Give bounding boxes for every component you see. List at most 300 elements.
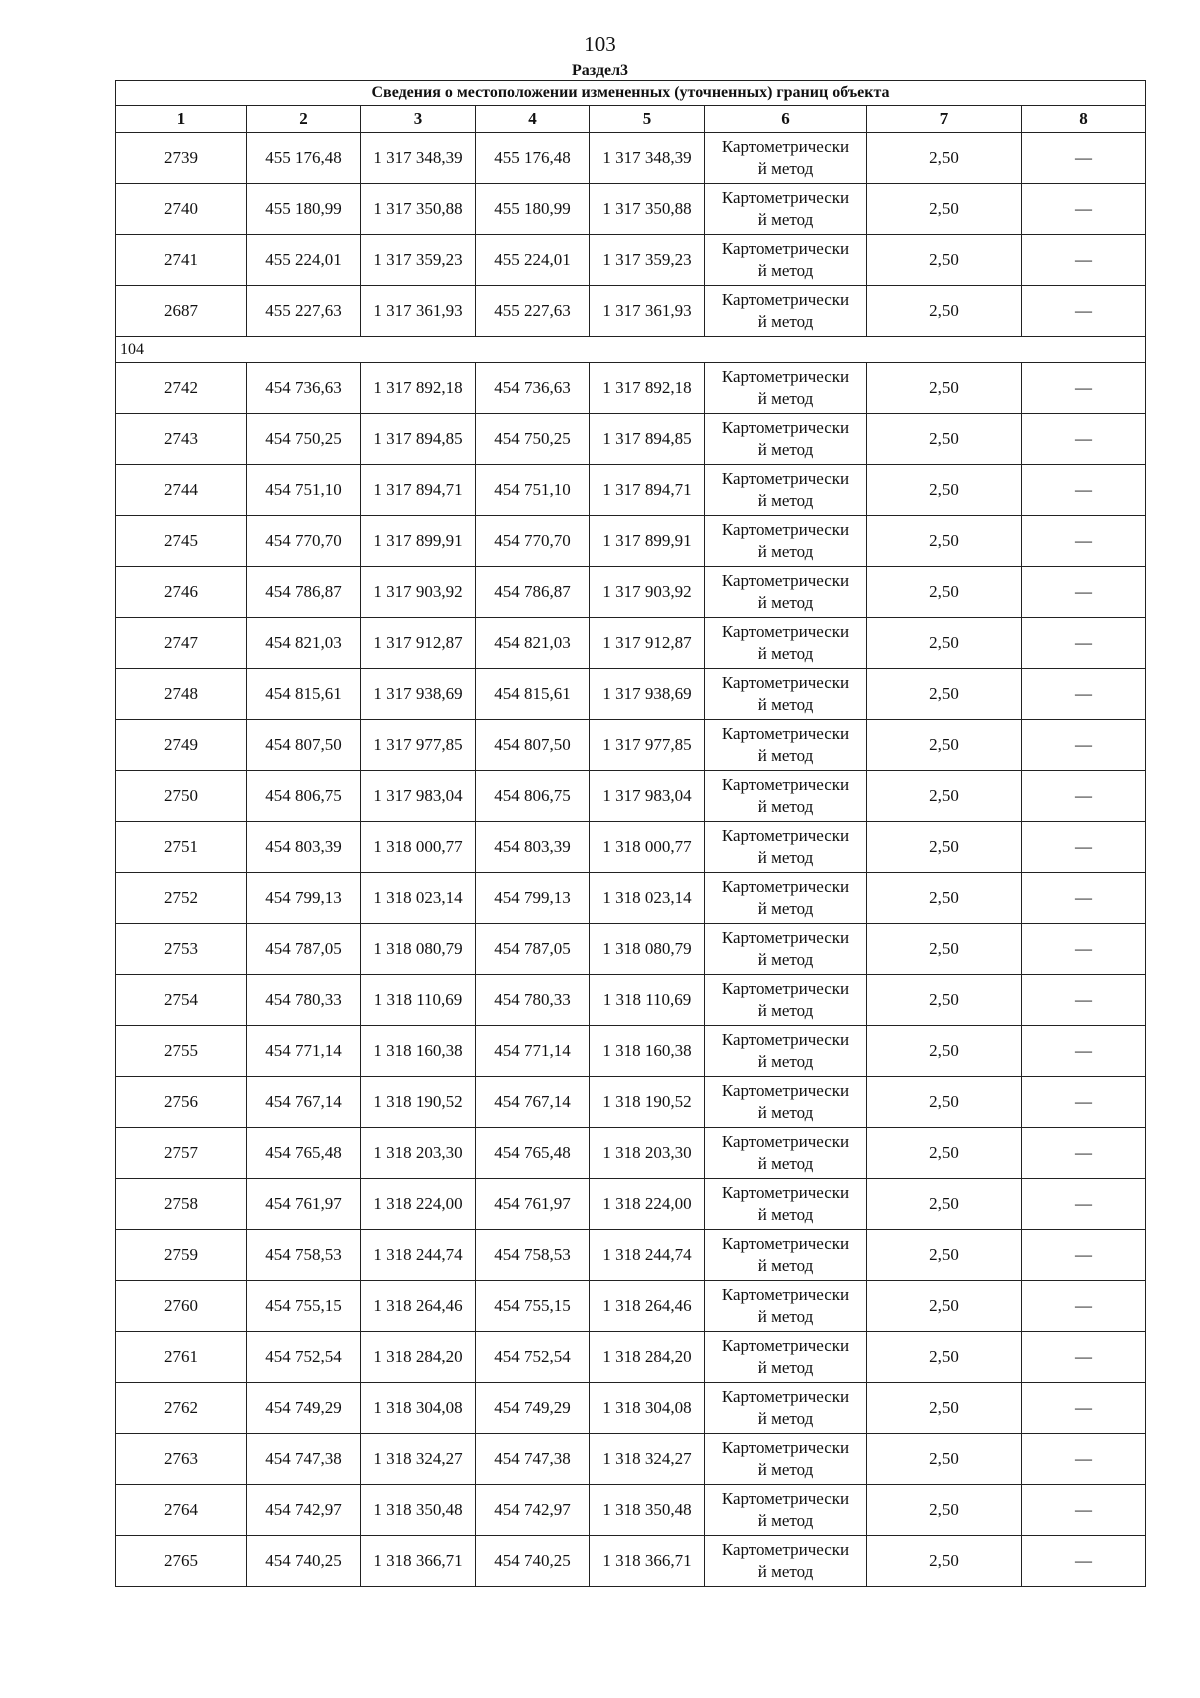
method-cell xyxy=(705,873,867,924)
method-line: Картометрически xyxy=(721,137,850,156)
y-new-cell: 1 317 892,18 xyxy=(590,363,705,414)
boundary-coordinates-table xyxy=(115,80,1146,1587)
table-row xyxy=(116,286,1146,337)
dash-cell: — xyxy=(1022,720,1146,771)
accuracy-cell: 2,50 xyxy=(867,873,1022,924)
method-line: Картометрически xyxy=(721,928,850,947)
method-cell xyxy=(705,133,867,184)
point-number-cell: 2754 xyxy=(116,975,247,1026)
y-old-cell: 1 317 359,23 xyxy=(361,235,476,286)
x-new-cell: 454 740,25 xyxy=(476,1536,590,1587)
x-old-cell: 454 803,39 xyxy=(247,822,361,873)
x-old-cell: 454 740,25 xyxy=(247,1536,361,1587)
y-new-cell: 1 318 203,30 xyxy=(590,1128,705,1179)
y-new-cell: 1 317 359,23 xyxy=(590,235,705,286)
method-line: Картометрически xyxy=(721,775,850,794)
method-cell xyxy=(705,618,867,669)
y-old-cell: 1 318 080,79 xyxy=(361,924,476,975)
method-line: й метод xyxy=(757,312,814,331)
dash-cell: — xyxy=(1022,1077,1146,1128)
y-old-cell: 1 317 892,18 xyxy=(361,363,476,414)
x-old-cell: 455 224,01 xyxy=(247,235,361,286)
y-old-cell: 1 318 110,69 xyxy=(361,975,476,1026)
method-line: Картометрически xyxy=(721,1081,850,1100)
method-line: Картометрически xyxy=(721,418,850,437)
y-old-cell: 1 317 899,91 xyxy=(361,516,476,567)
point-number-cell: 2755 xyxy=(116,1026,247,1077)
point-number-cell: 2761 xyxy=(116,1332,247,1383)
y-new-cell: 1 318 110,69 xyxy=(590,975,705,1026)
method-cell xyxy=(705,235,867,286)
table-caption-row xyxy=(116,81,1146,106)
y-old-cell: 1 317 894,71 xyxy=(361,465,476,516)
x-old-cell: 455 180,99 xyxy=(247,184,361,235)
y-old-cell: 1 318 264,46 xyxy=(361,1281,476,1332)
x-old-cell: 454 755,15 xyxy=(247,1281,361,1332)
dash-cell: — xyxy=(1022,414,1146,465)
accuracy-cell: 2,50 xyxy=(867,286,1022,337)
x-old-cell: 454 806,75 xyxy=(247,771,361,822)
accuracy-cell: 2,50 xyxy=(867,516,1022,567)
y-old-cell: 1 317 903,92 xyxy=(361,567,476,618)
dash-cell: — xyxy=(1022,771,1146,822)
y-new-cell: 1 317 912,87 xyxy=(590,618,705,669)
accuracy-cell: 2,50 xyxy=(867,414,1022,465)
page-number: 103 xyxy=(584,32,616,56)
accuracy-cell: 2,50 xyxy=(867,1077,1022,1128)
table-row xyxy=(116,924,1146,975)
method-line: Картометрически xyxy=(721,1336,850,1355)
x-old-cell: 454 736,63 xyxy=(247,363,361,414)
method-cell xyxy=(705,924,867,975)
column-number: 3 xyxy=(361,106,476,133)
dash-cell: — xyxy=(1022,235,1146,286)
method-line: й метод xyxy=(757,1409,814,1428)
table-row xyxy=(116,465,1146,516)
method-line: Картометрически xyxy=(721,1183,850,1202)
dash-cell: — xyxy=(1022,1128,1146,1179)
column-number: 1 xyxy=(116,106,247,133)
x-old-cell: 455 227,63 xyxy=(247,286,361,337)
column-number: 8 xyxy=(1022,106,1146,133)
dash-cell: — xyxy=(1022,567,1146,618)
y-old-cell: 1 318 324,27 xyxy=(361,1434,476,1485)
y-new-cell: 1 318 324,27 xyxy=(590,1434,705,1485)
accuracy-cell: 2,50 xyxy=(867,1026,1022,1077)
point-number-cell: 2750 xyxy=(116,771,247,822)
method-line: й метод xyxy=(757,389,814,408)
dash-cell: — xyxy=(1022,1179,1146,1230)
y-old-cell: 1 317 348,39 xyxy=(361,133,476,184)
y-new-cell: 1 318 023,14 xyxy=(590,873,705,924)
method-line: й метод xyxy=(757,159,814,178)
accuracy-cell: 2,50 xyxy=(867,184,1022,235)
method-line: й метод xyxy=(757,1001,814,1020)
method-line: й метод xyxy=(757,440,814,459)
dash-cell: — xyxy=(1022,669,1146,720)
table-row xyxy=(116,822,1146,873)
method-cell xyxy=(705,1179,867,1230)
x-new-cell: 455 227,63 xyxy=(476,286,590,337)
dash-cell: — xyxy=(1022,924,1146,975)
y-old-cell: 1 317 894,85 xyxy=(361,414,476,465)
accuracy-cell: 2,50 xyxy=(867,1536,1022,1587)
x-old-cell: 454 821,03 xyxy=(247,618,361,669)
x-old-cell: 454 780,33 xyxy=(247,975,361,1026)
dash-cell: — xyxy=(1022,1485,1146,1536)
method-line: Картометрически xyxy=(721,979,850,998)
accuracy-cell: 2,50 xyxy=(867,235,1022,286)
y-new-cell: 1 317 977,85 xyxy=(590,720,705,771)
point-number-cell: 2763 xyxy=(116,1434,247,1485)
point-number-cell: 2748 xyxy=(116,669,247,720)
x-new-cell: 454 815,61 xyxy=(476,669,590,720)
point-number-cell: 2759 xyxy=(116,1230,247,1281)
method-line: й метод xyxy=(757,1307,814,1326)
method-cell xyxy=(705,1026,867,1077)
x-old-cell: 454 786,87 xyxy=(247,567,361,618)
accuracy-cell: 2,50 xyxy=(867,720,1022,771)
method-cell xyxy=(705,465,867,516)
point-number-cell: 2746 xyxy=(116,567,247,618)
table-caption: Сведения о местоположении измененных (уточненных) границ объекта xyxy=(116,81,1146,106)
point-number-cell: 2762 xyxy=(116,1383,247,1434)
method-line: Картометрически xyxy=(721,520,850,539)
point-number-cell: 2743 xyxy=(116,414,247,465)
dash-cell: — xyxy=(1022,184,1146,235)
table-row xyxy=(116,133,1146,184)
table-row xyxy=(116,184,1146,235)
accuracy-cell: 2,50 xyxy=(867,1434,1022,1485)
x-new-cell: 454 770,70 xyxy=(476,516,590,567)
table-row xyxy=(116,516,1146,567)
y-old-cell: 1 317 912,87 xyxy=(361,618,476,669)
column-number: 7 xyxy=(867,106,1022,133)
method-line: Картометрически xyxy=(721,673,850,692)
y-old-cell: 1 317 938,69 xyxy=(361,669,476,720)
y-new-cell: 1 317 903,92 xyxy=(590,567,705,618)
table-body xyxy=(116,81,1146,1587)
method-line: й метод xyxy=(757,695,814,714)
x-new-cell: 454 786,87 xyxy=(476,567,590,618)
x-old-cell: 454 767,14 xyxy=(247,1077,361,1128)
method-cell xyxy=(705,184,867,235)
point-number-cell: 2744 xyxy=(116,465,247,516)
y-old-cell: 1 318 244,74 xyxy=(361,1230,476,1281)
method-line: Картометрически xyxy=(721,290,850,309)
method-line: й метод xyxy=(757,746,814,765)
method-line: Картометрически xyxy=(721,469,850,488)
method-line: Картометрически xyxy=(721,571,850,590)
method-line: Картометрически xyxy=(721,1540,850,1559)
method-line: Картометрически xyxy=(721,826,850,845)
column-number: 6 xyxy=(705,106,867,133)
x-new-cell: 454 755,15 xyxy=(476,1281,590,1332)
accuracy-cell: 2,50 xyxy=(867,465,1022,516)
y-new-cell: 1 317 938,69 xyxy=(590,669,705,720)
accuracy-cell: 2,50 xyxy=(867,1332,1022,1383)
accuracy-cell: 2,50 xyxy=(867,975,1022,1026)
accuracy-cell: 2,50 xyxy=(867,822,1022,873)
method-cell xyxy=(705,567,867,618)
table-row xyxy=(116,414,1146,465)
dash-cell: — xyxy=(1022,133,1146,184)
method-line: й метод xyxy=(757,593,814,612)
dash-cell: — xyxy=(1022,975,1146,1026)
method-line: й метод xyxy=(757,848,814,867)
page-break-row xyxy=(116,337,1146,363)
dash-cell: — xyxy=(1022,1332,1146,1383)
method-line: й метод xyxy=(757,1562,814,1581)
dash-cell: — xyxy=(1022,618,1146,669)
table-row xyxy=(116,720,1146,771)
y-old-cell: 1 318 160,38 xyxy=(361,1026,476,1077)
y-old-cell: 1 318 203,30 xyxy=(361,1128,476,1179)
point-number-cell: 2756 xyxy=(116,1077,247,1128)
accuracy-cell: 2,50 xyxy=(867,363,1022,414)
x-new-cell: 454 758,53 xyxy=(476,1230,590,1281)
method-cell xyxy=(705,1077,867,1128)
x-old-cell: 454 750,25 xyxy=(247,414,361,465)
y-old-cell: 1 317 350,88 xyxy=(361,184,476,235)
dash-cell: — xyxy=(1022,286,1146,337)
point-number-cell: 2741 xyxy=(116,235,247,286)
point-number-cell: 2739 xyxy=(116,133,247,184)
point-number-cell: 2757 xyxy=(116,1128,247,1179)
x-new-cell: 454 750,25 xyxy=(476,414,590,465)
method-line: Картометрически xyxy=(721,1387,850,1406)
method-line: й метод xyxy=(757,1052,814,1071)
y-old-cell: 1 318 366,71 xyxy=(361,1536,476,1587)
method-line: Картометрически xyxy=(721,1438,850,1457)
y-old-cell: 1 317 361,93 xyxy=(361,286,476,337)
method-line: Картометрически xyxy=(721,622,850,641)
dash-cell: — xyxy=(1022,465,1146,516)
table-row xyxy=(116,975,1146,1026)
table-row xyxy=(116,1281,1146,1332)
point-number-cell: 2745 xyxy=(116,516,247,567)
table-row xyxy=(116,1077,1146,1128)
method-line: Картометрически xyxy=(721,1489,850,1508)
method-line: й метод xyxy=(757,797,814,816)
method-cell xyxy=(705,1536,867,1587)
method-line: й метод xyxy=(757,644,814,663)
method-line: й метод xyxy=(757,1154,814,1173)
y-new-cell: 1 317 350,88 xyxy=(590,184,705,235)
y-new-cell: 1 318 160,38 xyxy=(590,1026,705,1077)
table-row xyxy=(116,1179,1146,1230)
method-cell xyxy=(705,1434,867,1485)
accuracy-cell: 2,50 xyxy=(867,1230,1022,1281)
y-old-cell: 1 318 304,08 xyxy=(361,1383,476,1434)
method-line: й метод xyxy=(757,1103,814,1122)
y-new-cell: 1 317 348,39 xyxy=(590,133,705,184)
method-cell xyxy=(705,771,867,822)
accuracy-cell: 2,50 xyxy=(867,1179,1022,1230)
y-new-cell: 1 318 350,48 xyxy=(590,1485,705,1536)
x-new-cell: 454 799,13 xyxy=(476,873,590,924)
x-old-cell: 454 771,14 xyxy=(247,1026,361,1077)
y-new-cell: 1 318 000,77 xyxy=(590,822,705,873)
x-new-cell: 455 180,99 xyxy=(476,184,590,235)
x-new-cell: 454 761,97 xyxy=(476,1179,590,1230)
method-line: й метод xyxy=(757,1460,814,1479)
x-old-cell: 454 749,29 xyxy=(247,1383,361,1434)
table-row xyxy=(116,1332,1146,1383)
x-new-cell: 454 736,63 xyxy=(476,363,590,414)
x-new-cell: 455 176,48 xyxy=(476,133,590,184)
x-old-cell: 454 751,10 xyxy=(247,465,361,516)
y-new-cell: 1 317 894,71 xyxy=(590,465,705,516)
table-row xyxy=(116,1026,1146,1077)
method-cell xyxy=(705,286,867,337)
method-cell xyxy=(705,516,867,567)
x-new-cell: 454 771,14 xyxy=(476,1026,590,1077)
method-cell xyxy=(705,1332,867,1383)
accuracy-cell: 2,50 xyxy=(867,771,1022,822)
method-cell xyxy=(705,822,867,873)
accuracy-cell: 2,50 xyxy=(867,567,1022,618)
dash-cell: — xyxy=(1022,873,1146,924)
point-number-cell: 2758 xyxy=(116,1179,247,1230)
x-new-cell: 454 807,50 xyxy=(476,720,590,771)
accuracy-cell: 2,50 xyxy=(867,618,1022,669)
accuracy-cell: 2,50 xyxy=(867,133,1022,184)
column-number: 5 xyxy=(590,106,705,133)
y-new-cell: 1 318 264,46 xyxy=(590,1281,705,1332)
point-number-cell: 2752 xyxy=(116,873,247,924)
table-row xyxy=(116,235,1146,286)
x-new-cell: 454 765,48 xyxy=(476,1128,590,1179)
y-old-cell: 1 318 224,00 xyxy=(361,1179,476,1230)
dash-cell: — xyxy=(1022,1281,1146,1332)
method-cell xyxy=(705,1128,867,1179)
point-number-cell: 2753 xyxy=(116,924,247,975)
y-old-cell: 1 318 284,20 xyxy=(361,1332,476,1383)
y-new-cell: 1 317 899,91 xyxy=(590,516,705,567)
x-new-cell: 454 742,97 xyxy=(476,1485,590,1536)
column-number: 2 xyxy=(247,106,361,133)
point-number-cell: 2747 xyxy=(116,618,247,669)
x-new-cell: 454 821,03 xyxy=(476,618,590,669)
y-new-cell: 1 317 361,93 xyxy=(590,286,705,337)
x-old-cell: 454 770,70 xyxy=(247,516,361,567)
point-number-cell: 2740 xyxy=(116,184,247,235)
method-line: Картометрически xyxy=(721,188,850,207)
dash-cell: — xyxy=(1022,822,1146,873)
method-cell xyxy=(705,414,867,465)
point-number-cell: 2765 xyxy=(116,1536,247,1587)
dash-cell: — xyxy=(1022,363,1146,414)
y-new-cell: 1 318 304,08 xyxy=(590,1383,705,1434)
point-number-cell: 2764 xyxy=(116,1485,247,1536)
x-old-cell: 455 176,48 xyxy=(247,133,361,184)
x-old-cell: 454 758,53 xyxy=(247,1230,361,1281)
table-row xyxy=(116,669,1146,720)
y-old-cell: 1 317 983,04 xyxy=(361,771,476,822)
y-new-cell: 1 318 244,74 xyxy=(590,1230,705,1281)
method-line: й метод xyxy=(757,210,814,229)
table-row xyxy=(116,1485,1146,1536)
x-old-cell: 454 787,05 xyxy=(247,924,361,975)
table-row xyxy=(116,618,1146,669)
method-line: Картометрически xyxy=(721,1030,850,1049)
method-line: Картометрически xyxy=(721,1234,850,1253)
accuracy-cell: 2,50 xyxy=(867,1281,1022,1332)
point-number-cell: 2749 xyxy=(116,720,247,771)
table-row xyxy=(116,1536,1146,1587)
accuracy-cell: 2,50 xyxy=(867,669,1022,720)
y-old-cell: 1 317 977,85 xyxy=(361,720,476,771)
method-line: й метод xyxy=(757,1205,814,1224)
method-line: й метод xyxy=(757,899,814,918)
dash-cell: — xyxy=(1022,516,1146,567)
table-row xyxy=(116,1434,1146,1485)
x-new-cell: 455 224,01 xyxy=(476,235,590,286)
dash-cell: — xyxy=(1022,1026,1146,1077)
column-number-row xyxy=(116,106,1146,133)
x-old-cell: 454 765,48 xyxy=(247,1128,361,1179)
method-line: Картометрически xyxy=(721,367,850,386)
method-line: й метод xyxy=(757,261,814,280)
y-old-cell: 1 318 190,52 xyxy=(361,1077,476,1128)
x-new-cell: 454 751,10 xyxy=(476,465,590,516)
method-cell xyxy=(705,720,867,771)
method-cell xyxy=(705,363,867,414)
table-row xyxy=(116,567,1146,618)
x-old-cell: 454 747,38 xyxy=(247,1434,361,1485)
method-cell xyxy=(705,975,867,1026)
method-cell xyxy=(705,1281,867,1332)
table-row xyxy=(116,1383,1146,1434)
accuracy-cell: 2,50 xyxy=(867,1128,1022,1179)
dash-cell: — xyxy=(1022,1434,1146,1485)
y-new-cell: 1 318 366,71 xyxy=(590,1536,705,1587)
x-new-cell: 454 803,39 xyxy=(476,822,590,873)
method-line: й метод xyxy=(757,542,814,561)
method-line: Картометрически xyxy=(721,724,850,743)
dash-cell: — xyxy=(1022,1536,1146,1587)
y-new-cell: 1 318 080,79 xyxy=(590,924,705,975)
x-old-cell: 454 815,61 xyxy=(247,669,361,720)
table-row xyxy=(116,1230,1146,1281)
y-new-cell: 1 318 224,00 xyxy=(590,1179,705,1230)
method-line: й метод xyxy=(757,950,814,969)
y-new-cell: 1 318 284,20 xyxy=(590,1332,705,1383)
dash-cell: — xyxy=(1022,1383,1146,1434)
x-old-cell: 454 752,54 xyxy=(247,1332,361,1383)
method-line: Картометрически xyxy=(721,1132,850,1151)
method-line: й метод xyxy=(757,1511,814,1530)
x-new-cell: 454 749,29 xyxy=(476,1383,590,1434)
table-row xyxy=(116,363,1146,414)
method-cell xyxy=(705,669,867,720)
y-new-cell: 1 317 983,04 xyxy=(590,771,705,822)
method-cell xyxy=(705,1485,867,1536)
accuracy-cell: 2,50 xyxy=(867,1383,1022,1434)
x-new-cell: 454 767,14 xyxy=(476,1077,590,1128)
method-line: Картометрически xyxy=(721,239,850,258)
x-old-cell: 454 761,97 xyxy=(247,1179,361,1230)
y-old-cell: 1 318 350,48 xyxy=(361,1485,476,1536)
table-row xyxy=(116,1128,1146,1179)
method-line: Картометрически xyxy=(721,1285,850,1304)
method-line: Картометрически xyxy=(721,877,850,896)
method-cell xyxy=(705,1383,867,1434)
point-number-cell: 2751 xyxy=(116,822,247,873)
method-line: й метод xyxy=(757,491,814,510)
method-line: й метод xyxy=(757,1256,814,1275)
